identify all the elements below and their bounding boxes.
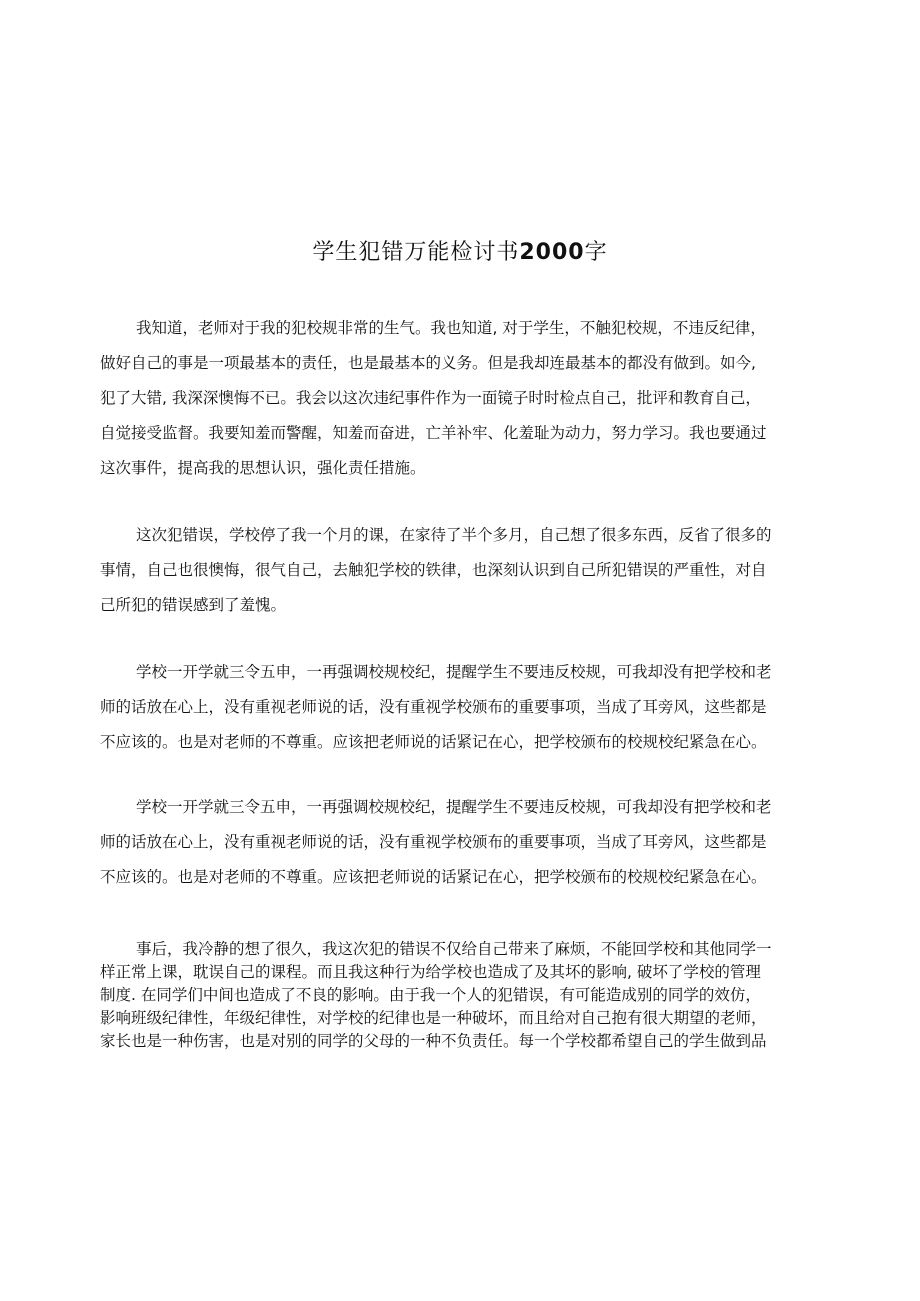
paragraph-line: 事后，我冷静的想了很久，我这次犯的错误不仅给自己带来了麻烦，不能回学校和其他同学一: [136, 940, 772, 958]
paragraph-line: 这次犯错误，学校停了我一个月的课，在家待了半个多月，自己想了很多东西，反省了很多的: [136, 526, 772, 544]
paragraph-line: 学校一开学就三令五申，一再强调校规校纪，提醒学生不要违反校规，可我却没有把学校和老: [136, 798, 772, 816]
document-title: [0, 238, 920, 268]
paragraph-line: 事情，自己也很懊悔，很气自己，去触犯学校的铁律，也深刻认识到自己所犯错误的严重性，对自: [100, 561, 767, 579]
paragraph-line: 家长也是一种伤害，也是对别的同学的父母的一种不负责任。每一个学校都希望自己的学生做到品: [100, 1032, 767, 1050]
paragraph-line: 制度. 在同学们中间也造成了不良的影响。由于我一个人的犯错误，有可能造成别的同学的效仿，: [100, 986, 761, 1004]
title-suffix: 字: [584, 240, 608, 265]
paragraph-line: 师的话放在心上，没有重视老师说的话，没有重视学校颁布的重要事项，当成了耳旁风，这些都是: [100, 698, 767, 716]
paragraph-line: 己所犯的错误感到了羞愧。: [100, 596, 287, 614]
paragraph-line: 犯了大错, 我深深懊悔不已。我会以这次违纪事件作为一面镜子时时检点自己，批评和教育自己，: [100, 389, 761, 407]
paragraph-line: 做好自己的事是一项最基本的责任，也是最基本的义务。但是我却连最基本的都没有做到。如今,: [100, 354, 756, 372]
title-number: 2000: [519, 240, 585, 265]
title-prefix: 学生犯错万能检讨书: [312, 240, 520, 265]
paragraph-line: 自觉接受监督。我要知羞而警醒，知羞而奋进，亡羊补牢、化羞耻为动力，努力学习。我也要通过: [100, 424, 767, 442]
paragraph-line: 学校一开学就三令五申，一再强调校规校纪，提醒学生不要违反校规，可我却没有把学校和老: [136, 663, 772, 681]
paragraph-3: [100, 655, 840, 760]
paragraph-line: 样正常上课，耽误自己的课程。而且我这种行为给学校也造成了及其坏的影响, 破坏了学校的管理: [100, 963, 761, 981]
paragraph-line: 不应该的。也是对老师的不尊重。应该把老师说的话紧记在心，把学校颁布的校规校纪紧急在心。: [100, 868, 767, 886]
paragraph-4: [100, 790, 840, 895]
paragraph-2: [100, 518, 840, 623]
paragraph-line: 这次事件，提高我的思想认识，强化责任措施。: [100, 459, 426, 477]
paragraph-line: 不应该的。也是对老师的不尊重。应该把老师说的话紧记在心，把学校颁布的校规校纪紧急在心。: [100, 733, 767, 751]
paragraph-line: 影响班级纪律性，年级纪律性，对学校的纪律也是一种破坏，而且给对自己抱有很大期望的老师，: [100, 1009, 767, 1027]
paragraph-1: [100, 311, 840, 486]
paragraph-line: 师的话放在心上，没有重视老师说的话，没有重视学校颁布的重要事项，当成了耳旁风，这些都是: [100, 833, 767, 851]
paragraph-line: 我知道，老师对于我的犯校规非常的生气。我也知道, 对于学生，不触犯校规，不违反纪律，: [136, 319, 766, 337]
paragraph-5: [100, 938, 840, 1053]
